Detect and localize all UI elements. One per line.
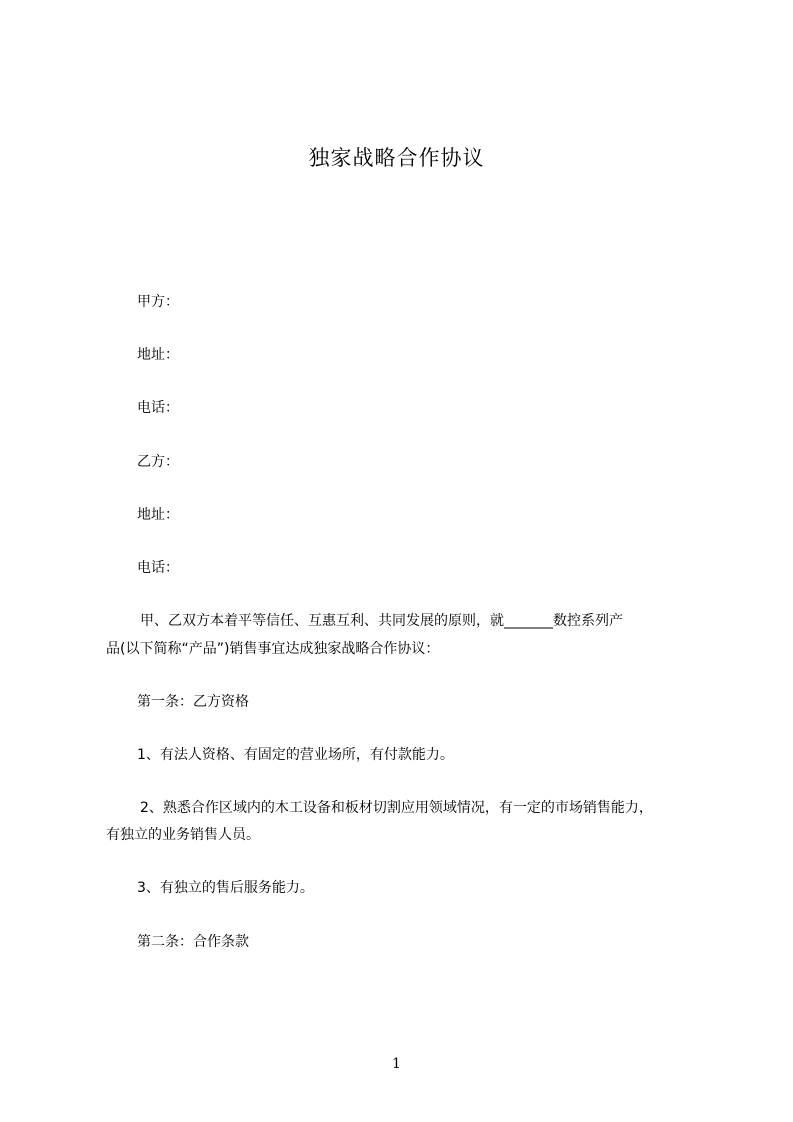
article-1-item-3: 3、有独立的售后服务能力。 [137, 880, 314, 896]
party-b-label: 乙方： [137, 454, 179, 470]
article-2-heading: 第二条：合作条款 [137, 934, 249, 950]
article-1-item-1: 1、有法人资格、有固定的营业场所，有付款能力。 [137, 747, 454, 763]
article-1-item-2-line-2: 有独立的业务销售人员。 [106, 827, 260, 843]
party-a-phone-label: 电话： [137, 400, 179, 416]
intro-paragraph-line-2: 品(以下简称“产品”)销售事宜达成独家战略合作协议： [106, 641, 440, 657]
article-1-item-2-line-1: 2、熟悉合作区域内的木工设备和板材切割应用领域情况，有一定的市场销售能力， [140, 800, 653, 816]
page-number: 1 [392, 1056, 401, 1072]
intro-paragraph-line-1: 甲、乙双方本着平等信任、互惠互利、共同发展的原则，就_______数控系列产 [140, 613, 623, 629]
article-1-heading: 第一条：乙方资格 [137, 694, 249, 710]
party-b-phone-label: 电话： [137, 560, 179, 576]
party-a-label: 甲方： [137, 294, 179, 310]
party-b-address-label: 地址： [137, 507, 179, 523]
party-a-address-label: 地址： [137, 347, 179, 363]
document-title: 独家战略合作协议 [308, 146, 485, 170]
